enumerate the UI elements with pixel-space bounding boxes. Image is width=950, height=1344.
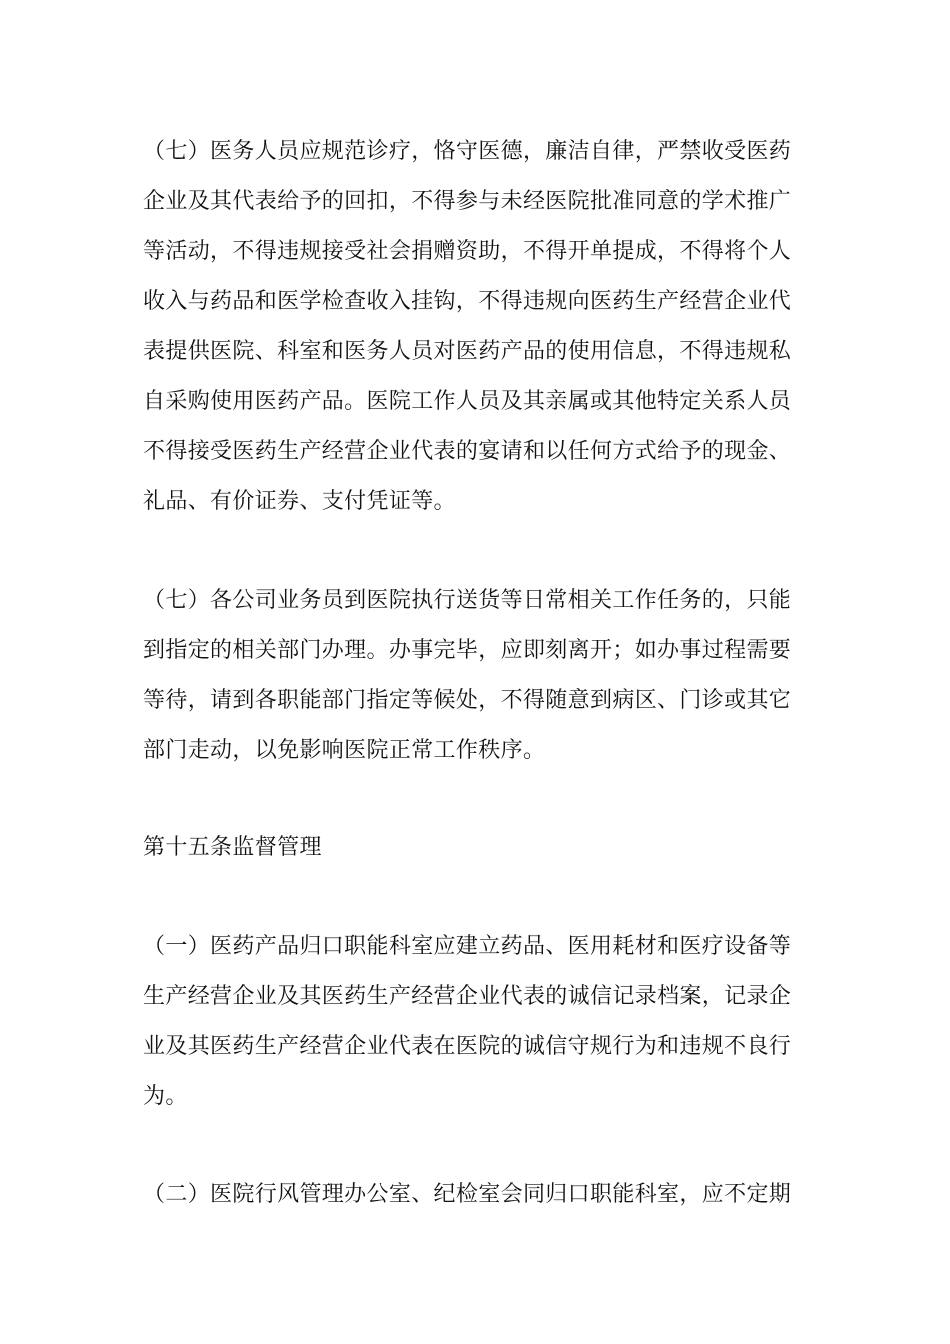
text-line: （一）医药产品归口职能科室应建立药品、医用耗材和医疗设备等 xyxy=(143,934,792,959)
text-line: （七）各公司业务员到医院执行送货等日常相关工作任务的，只能 xyxy=(143,588,792,613)
text-line: 不得接受医药生产经营企业代表的宴请和以任何方式给予的现金、 xyxy=(143,439,792,464)
text-line: 自采购使用医药产品。医院工作人员及其亲属或其他特定关系人员 xyxy=(143,389,792,414)
text-line: 等待，请到各职能部门指定等候处，不得随意到病区、门诊或其它 xyxy=(143,688,792,713)
text-line: 部门走动，以免影响医院正常工作秩序。 xyxy=(143,738,546,763)
paragraph-integrity-records xyxy=(143,922,808,1122)
paragraph-doctor-conduct xyxy=(143,127,808,527)
text-line: 为。 xyxy=(143,1084,188,1109)
text-line: 企业及其代表给予的回扣，不得参与未经医院批准同意的学术推广 xyxy=(143,189,792,214)
text-line: 第十五条监督管理 xyxy=(143,835,322,860)
paragraph-salesperson-visits xyxy=(143,576,808,776)
article-heading xyxy=(143,823,808,873)
text-line: 等活动，不得违规接受社会捐赠资助，不得开单提成，不得将个人 xyxy=(143,239,792,264)
text-line: 到指定的相关部门办理。办事完毕，应即刻离开；如办事过程需要 xyxy=(143,638,792,663)
text-line: （七）医务人员应规范诊疗，恪守医德，廉洁自律，严禁收受医药 xyxy=(143,139,792,164)
text-line: 生产经营企业及其医药生产经营企业代表的诚信记录档案，记录企 xyxy=(143,984,792,1009)
text-line: 收入与药品和医学检查收入挂钩，不得违规向医药生产经营企业代 xyxy=(143,289,792,314)
text-line: （二）医院行风管理办公室、纪检室会同归口职能科室，应不定期 xyxy=(143,1182,792,1207)
text-line: 礼品、有价证券、支付凭证等。 xyxy=(143,489,456,514)
paragraph-inspection xyxy=(143,1170,808,1220)
text-line: 业及其医药生产经营企业代表在医院的诚信守规行为和违规不良行 xyxy=(143,1034,792,1059)
text-line: 表提供医院、科室和医务人员对医药产品的使用信息，不得违规私 xyxy=(143,339,792,364)
